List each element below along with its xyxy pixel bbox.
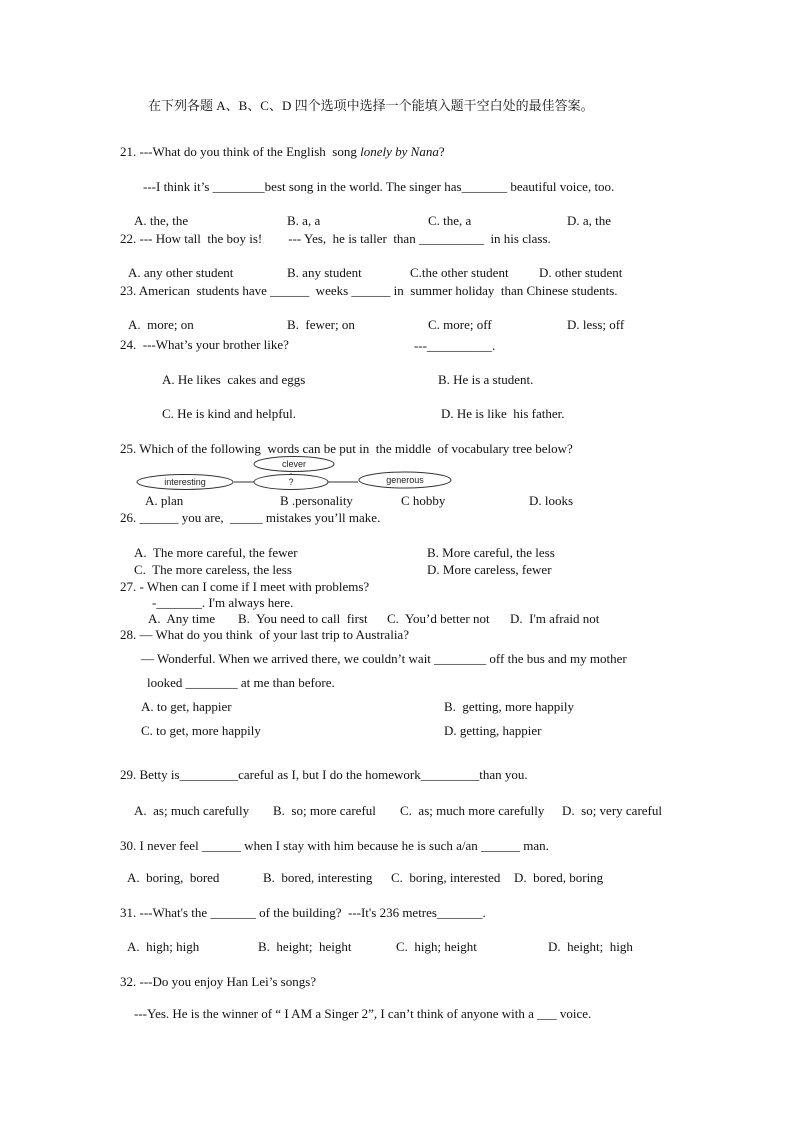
- vocabulary-tree: [136, 456, 452, 492]
- option-31-c[interactable]: C. high; height: [396, 939, 477, 954]
- instruction: 在下列各题 A、B、C、D 四个选项中选择一个能填入题干空白处的最佳答案。: [148, 98, 594, 113]
- option-30-b[interactable]: B. bored, interesting: [263, 870, 373, 885]
- option-28-c[interactable]: C. to get, more happily: [141, 723, 261, 738]
- tree-node-right-label: generous: [386, 475, 424, 485]
- option-27-c[interactable]: C. You’d better not: [387, 611, 490, 626]
- option-31-d[interactable]: D. height; high: [548, 939, 633, 954]
- option-24-c[interactable]: C. He is kind and helpful.: [162, 406, 296, 421]
- tree-node-left-label: interesting: [164, 477, 206, 487]
- question-32-stem: 32. ---Do you enjoy Han Lei’s songs?: [120, 974, 317, 989]
- option-28-b[interactable]: B. getting, more happily: [444, 699, 574, 714]
- option-25-c[interactable]: C hobby: [401, 493, 446, 508]
- option-26-b[interactable]: B. More careful, the less: [427, 545, 555, 560]
- option-21-b[interactable]: B. a, a: [287, 213, 321, 228]
- option-21-d[interactable]: D. a, the: [567, 213, 612, 228]
- option-25-b[interactable]: B .personality: [280, 493, 353, 508]
- question-21-stem-pre: 21. ---What do you think of the English song: [120, 144, 361, 159]
- option-28-d[interactable]: D. getting, happier: [444, 723, 542, 738]
- question-24-stem: 24. ---What’s your brother like?: [120, 337, 289, 352]
- question-21-song-title: lonely by Nana: [360, 144, 439, 159]
- option-25-d[interactable]: D. looks: [529, 493, 574, 508]
- question-22-stem: 22. --- How tall the boy is! --- Yes, he is taller than __________ in his class.: [120, 231, 551, 246]
- option-25-a[interactable]: A. plan: [145, 493, 184, 508]
- option-22-b[interactable]: B. any student: [287, 265, 362, 280]
- question-27-line2: -_______. I'm always here.: [152, 595, 294, 610]
- question-21-line2: ---I think it’s ________best song in the world. The singer has_______ beautiful voice, too.: [143, 179, 615, 194]
- option-22-a[interactable]: A. any other student: [128, 265, 234, 280]
- option-23-c[interactable]: C. more; off: [428, 317, 492, 332]
- option-23-d[interactable]: D. less; off: [567, 317, 625, 332]
- question-27-stem: 27. - When can I come if I meet with problems?: [120, 579, 370, 594]
- option-21-c[interactable]: C. the, a: [428, 213, 472, 228]
- option-29-d[interactable]: D. so; very careful: [562, 803, 662, 818]
- option-21-a[interactable]: A. the, the: [134, 213, 189, 228]
- question-24-answer-blank: ---__________.: [414, 338, 496, 353]
- option-27-a[interactable]: A. Any time: [148, 611, 216, 626]
- option-27-d[interactable]: D. I'm afraid not: [510, 611, 600, 626]
- question-23-stem: 23. American students have ______ weeks ______ in summer holiday than Chinese students.: [120, 283, 618, 298]
- option-31-a[interactable]: A. high; high: [127, 939, 200, 954]
- question-26-stem: 26. ______ you are, _____ mistakes you’ll make.: [120, 510, 381, 525]
- tree-node-top-label: clever: [281, 459, 307, 469]
- option-30-d[interactable]: D. bored, boring: [514, 870, 604, 885]
- option-30-a[interactable]: A. boring, bored: [127, 870, 220, 885]
- question-25-stem: 25. Which of the following words can be put in the middle of vocabulary tree below?: [120, 441, 573, 456]
- option-22-d[interactable]: D. other student: [539, 265, 623, 280]
- option-26-c[interactable]: C. The more careless, the less: [134, 562, 292, 577]
- option-24-d[interactable]: D. He is like his father.: [441, 406, 565, 421]
- option-23-a[interactable]: A. more; on: [128, 317, 194, 332]
- option-22-c[interactable]: C.the other student: [410, 265, 509, 280]
- option-28-a[interactable]: A. to get, happier: [141, 699, 232, 714]
- option-24-b[interactable]: B. He is a student.: [438, 372, 534, 387]
- option-29-c[interactable]: C. as; much more carefully: [400, 803, 545, 818]
- question-28-stem: 28. — What do you think of your last trip to Australia?: [120, 627, 409, 642]
- option-23-b[interactable]: B. fewer; on: [287, 317, 355, 332]
- question-32-line2: ---Yes. He is the winner of “ I AM a Singer 2”, I can’t think of anyone with a ___ voice.: [134, 1006, 592, 1021]
- question-28-line3: looked ________ at me than before.: [147, 675, 335, 690]
- option-24-a[interactable]: A. He likes cakes and eggs: [162, 372, 306, 387]
- question-29-stem: 29. Betty is_________careful as I, but I do the homework_________than you.: [120, 767, 528, 782]
- option-29-b[interactable]: B. so; more careful: [273, 803, 376, 818]
- option-27-b[interactable]: B. You need to call first: [238, 611, 368, 626]
- option-26-a[interactable]: A. The more careful, the fewer: [134, 545, 298, 560]
- question-21-stem-post: ?: [438, 144, 445, 159]
- option-26-d[interactable]: D. More careless, fewer: [427, 562, 552, 577]
- tree-node-center-label: ?: [288, 477, 294, 487]
- option-29-a[interactable]: A. as; much carefully: [134, 803, 250, 818]
- option-30-c[interactable]: C. boring, interested: [391, 870, 501, 885]
- question-30-stem: 30. I never feel ______ when I stay with him because he is such a/an ______ man.: [120, 838, 549, 853]
- question-31-stem: 31. ---What's the _______ of the building? ---It's 236 metres_______.: [120, 905, 486, 920]
- question-28-line2: — Wonderful. When we arrived there, we couldn’t wait ________ off the bus and my mother: [141, 651, 627, 666]
- option-31-b[interactable]: B. height; height: [258, 939, 352, 954]
- question-21-stem: [120, 144, 445, 160]
